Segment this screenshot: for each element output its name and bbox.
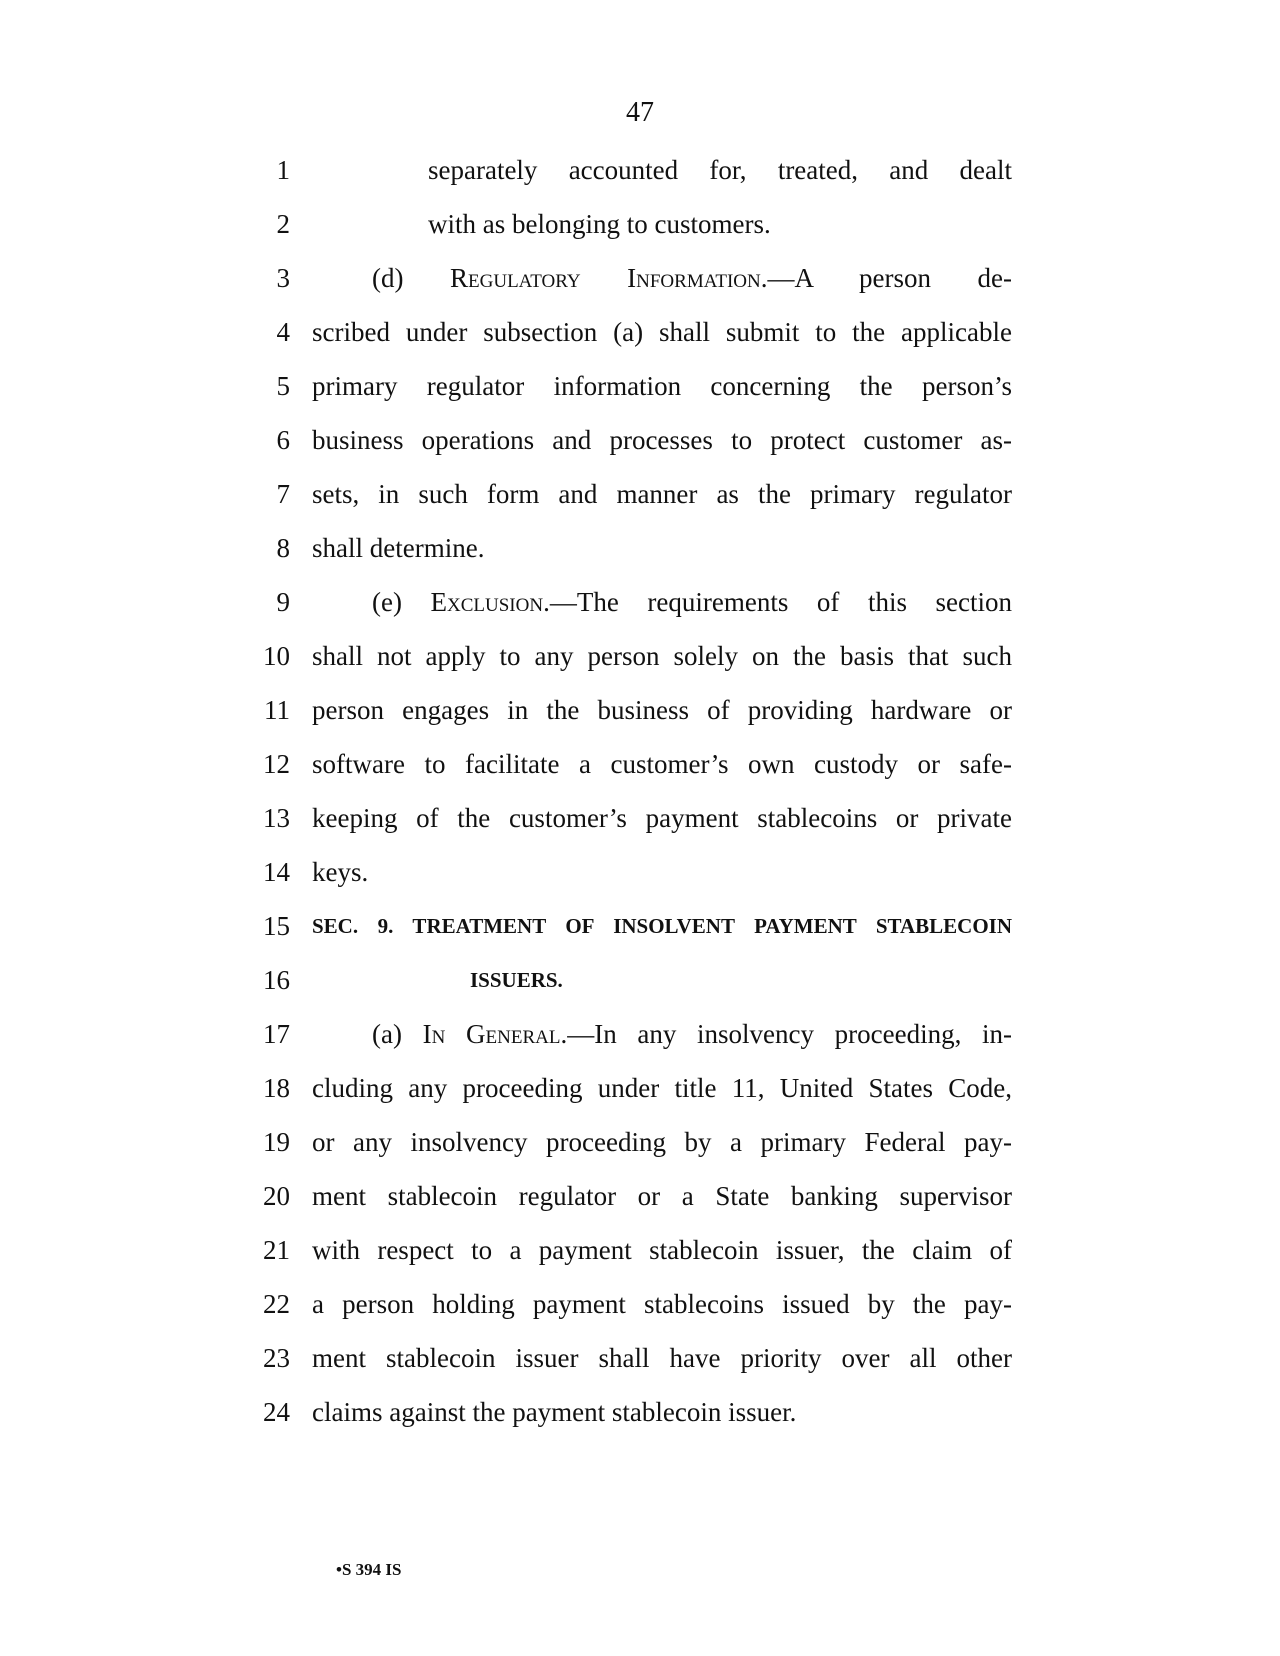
- line-number: 13: [263, 803, 290, 833]
- line-text: keys.: [312, 857, 369, 887]
- text-line-4: [0, 312, 1280, 352]
- line-number: 24: [263, 1397, 290, 1427]
- text-line-8: [0, 528, 1280, 568]
- line-text: person engages in the business of providing hardware or: [312, 695, 1012, 725]
- subsection-label: (d): [372, 263, 451, 293]
- text-line-18: [0, 1068, 1280, 1108]
- text-line-13: [0, 798, 1280, 838]
- text-line-23: [0, 1338, 1280, 1378]
- line-text: shall determine.: [312, 533, 485, 563]
- line-number: 6: [276, 425, 290, 455]
- line-number: 3: [276, 263, 290, 293]
- line-number: 21: [263, 1235, 290, 1265]
- subsection-heading-a: [372, 1014, 1012, 1054]
- line-text: keeping of the customer’s payment stablecoins or private: [312, 803, 1012, 833]
- line-text: ment stablecoin regulator or a State banking supervisor: [312, 1181, 1012, 1211]
- line-number: 7: [276, 479, 290, 509]
- text-line-15: [0, 906, 1280, 946]
- line-text: sets, in such form and manner as the primary regulator: [312, 479, 1012, 509]
- line-text: claims against the payment stablecoin issuer.: [312, 1397, 797, 1427]
- line-number: 16: [263, 965, 290, 995]
- line-text: with respect to a payment stablecoin issuer, the claim of: [312, 1235, 1012, 1265]
- line-text: primary regulator information concerning the person’s: [312, 371, 1012, 401]
- subsection-text: .—A person de-: [760, 263, 1012, 293]
- bill-identifier-footer: •S 394 IS: [336, 1560, 402, 1579]
- line-text: business operations and processes to protect customer as-: [312, 425, 1012, 455]
- text-line-19: [0, 1122, 1280, 1162]
- line-text: software to facilitate a customer’s own custody or safe-: [312, 749, 1012, 779]
- text-line-17: [0, 1014, 1280, 1054]
- page-number: 47: [626, 97, 654, 128]
- text-line-10: [0, 636, 1280, 676]
- text-line-22: [0, 1284, 1280, 1324]
- text-line-3: [0, 258, 1280, 298]
- subsection-heading-d: [372, 258, 1012, 298]
- line-number: 5: [276, 371, 290, 401]
- text-line-5: [0, 366, 1280, 406]
- subsection-label: (e): [372, 587, 431, 617]
- line-number: 22: [263, 1289, 290, 1319]
- line-number: 19: [263, 1127, 290, 1157]
- subsection-title: Exclusion: [430, 587, 544, 617]
- section-heading: SEC. 9. TREATMENT OF INSOLVENT PAYMENT STABLECOIN: [312, 914, 1012, 938]
- line-number: 9: [276, 587, 290, 617]
- text-line-14: [0, 852, 1280, 892]
- subsection-title: In General: [422, 1019, 561, 1049]
- line-number: 15: [263, 911, 290, 941]
- text-line-1: [0, 150, 1280, 190]
- line-number: 11: [264, 695, 290, 725]
- subsection-text: .—In any insolvency proceeding, in-: [560, 1019, 1012, 1049]
- subsection-heading-e: [372, 582, 1012, 622]
- line-number: 12: [263, 749, 290, 779]
- line-text: a person holding payment stablecoins issued by the pay-: [312, 1289, 1012, 1319]
- text-line-20: [0, 1176, 1280, 1216]
- line-number: 17: [263, 1019, 290, 1049]
- section-heading-continued: ISSUERS.: [470, 968, 563, 992]
- line-number: 4: [276, 317, 290, 347]
- line-text: cluding any proceeding under title 11, United States Code,: [312, 1073, 1012, 1103]
- text-line-16: [0, 960, 1280, 1000]
- line-number: 8: [276, 533, 290, 563]
- line-text: with as belonging to customers.: [428, 209, 771, 239]
- text-line-12: [0, 744, 1280, 784]
- line-text: shall not apply to any person solely on the basis that such: [312, 641, 1012, 671]
- line-number: 1: [276, 155, 290, 185]
- text-line-7: [0, 474, 1280, 514]
- line-text: ment stablecoin issuer shall have priority over all other: [312, 1343, 1012, 1373]
- line-text: separately accounted for, treated, and dealt: [428, 155, 1012, 185]
- line-text: or any insolvency proceeding by a primary Federal pay-: [312, 1127, 1012, 1157]
- line-number: 23: [263, 1343, 290, 1373]
- text-line-11: [0, 690, 1280, 730]
- subsection-text: .—The requirements of this section: [543, 587, 1012, 617]
- line-number: 20: [263, 1181, 290, 1211]
- line-number: 10: [263, 641, 290, 671]
- line-number: 2: [276, 209, 290, 239]
- subsection-label: (a): [372, 1019, 423, 1049]
- line-number: 18: [263, 1073, 290, 1103]
- text-line-6: [0, 420, 1280, 460]
- text-line-24: [0, 1392, 1280, 1432]
- line-text: scribed under subsection (a) shall submit to the applicable: [312, 317, 1012, 347]
- subsection-title: Regulatory Information: [450, 263, 761, 293]
- text-line-9: [0, 582, 1280, 622]
- text-line-2: [0, 204, 1280, 244]
- text-line-21: [0, 1230, 1280, 1270]
- line-number: 14: [263, 857, 290, 887]
